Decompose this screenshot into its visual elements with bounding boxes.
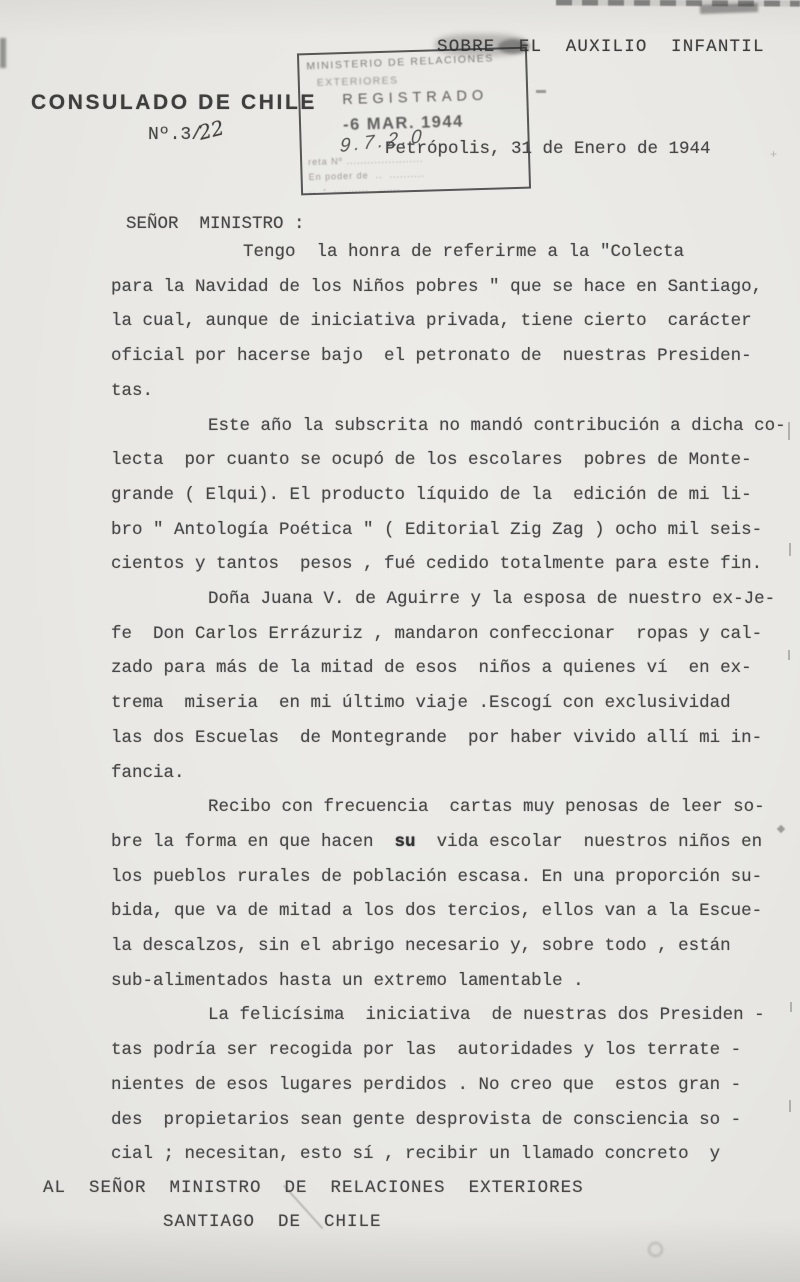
body-line: tas podría ser recogida por las autoridades y los terrate - [111,1040,742,1061]
body-line: Doña Juana V. de Aguirre y la esposa de nuestro ex-Je- [208,589,776,610]
body-line: trema miseria en mi último viaje .Escogí con exclusividad [111,693,731,714]
body-line: los pueblos rurales de población escasa. En una proporción su- [111,866,763,887]
body-line: tas. [111,380,154,401]
reference-handwritten: 22 [196,115,227,145]
stamp-form-field: reta Nº ...................... [308,153,424,168]
reference-number [148,115,227,145]
body-line: Este año la subscrita no mandó contribución a dicha co- [208,415,786,436]
body-line: zado para más de la mitad de esos niños a quienes ví en ex- [111,658,752,679]
body-line-segment: bre la forma en que hacen [111,831,395,852]
body-line: grande ( Elqui). El producto líquido de la edición de mi li- [111,484,752,505]
body-line: la cual, aunque de iniciativa privada, tiene cierto carácter [111,311,752,332]
dateline: Petrópolis, 31 de Enero de 1944 [385,139,711,159]
body-line: fe Don Carlos Errázuriz , mandaron confeccionar ropas y cal- [111,623,763,644]
stamp-handwritten-number: 9.7.2.0 [339,125,427,158]
body-line: La felicísima iniciativa de nuestras dos Presiden - [208,1005,765,1026]
scan-artifact-top-blob [700,3,758,14]
body-line: sub-alimentados hasta un extremo lamentable . [111,970,584,991]
letterhead: CONSULADO DE CHILE [31,91,317,114]
body-line: nientes de esos lugares perdidos . No creo que estos gran - [111,1074,742,1095]
body-line: cientos y tantos pesos , fué cedido totalmente para este fin. [111,554,763,575]
salutation: SEÑOR MINISTRO : [126,214,305,234]
stamp-ministry-line1: MINISTERIO DE RELACIONES [306,52,495,73]
body-line-segment: vida escolar nuestros niños en [415,831,763,852]
stamp-form-field: En poder de .. .......... [308,168,425,183]
body-line: lecta por cuanto se ocupó de los escolares pobres de Monte- [111,450,752,471]
body-line: fancia. [111,762,185,783]
body-line: oficial por hacerse bajo el petronato de nuestras Presiden- [111,346,752,367]
stamp-date: -6 MAR. 1944 [342,112,465,135]
body-line: Recibo con frecuencia cartas muy penosas de leer so- [208,797,765,818]
margin-cross-mark: + [770,148,778,162]
body-line: Tengo la honra de referirme a la "Colecta [243,242,685,262]
scan-artifact-top-edge [556,0,800,7]
body-line: las dos Escuelas de Montegrande por haber vivido allí mi in- [111,727,763,748]
scan-artifact-left-smudge [0,38,6,68]
body-line [111,825,800,860]
addressee-line: AL SEÑOR MINISTRO DE RELACIONES EXTERIORES [43,1178,584,1198]
body-line: para la Navidad de los Niños pobres " que se hace en Santiago, [111,276,763,297]
registration-stamp [297,47,531,196]
body-line: bida, que va de mitad a los dos tercios, ellos van a la Escue- [111,901,763,922]
overstruck-word: su [394,831,416,852]
stamp-ministry-line2: EXTERIORES [316,74,399,89]
body-line: la descalzos, sin el abrigo necesario y, sobre todo , están [111,936,731,957]
letter-body [111,235,800,1172]
stamp-form-field: .. - .......... ...... [308,182,401,196]
ink-dash [536,90,546,93]
addressee-city: SANTIAGO DE CHILE [163,1212,382,1232]
stamp-registered-label: REGISTRADO [342,87,489,109]
subject-line: SOBRE EL AUXILIO INFANTIL [437,37,765,57]
body-line: des propietarios sean gente desprovista de consciencia so - [111,1109,742,1130]
paper-blemish [648,1242,663,1257]
reference-typed: Nº.3/ [148,125,203,145]
body-line: cial ; necesitan, esto sí , recibir un llamado concreto y [111,1144,721,1165]
body-line: bro " Antología Poética " ( Editorial Zig Zag ) ocho mil seis- [111,519,763,540]
